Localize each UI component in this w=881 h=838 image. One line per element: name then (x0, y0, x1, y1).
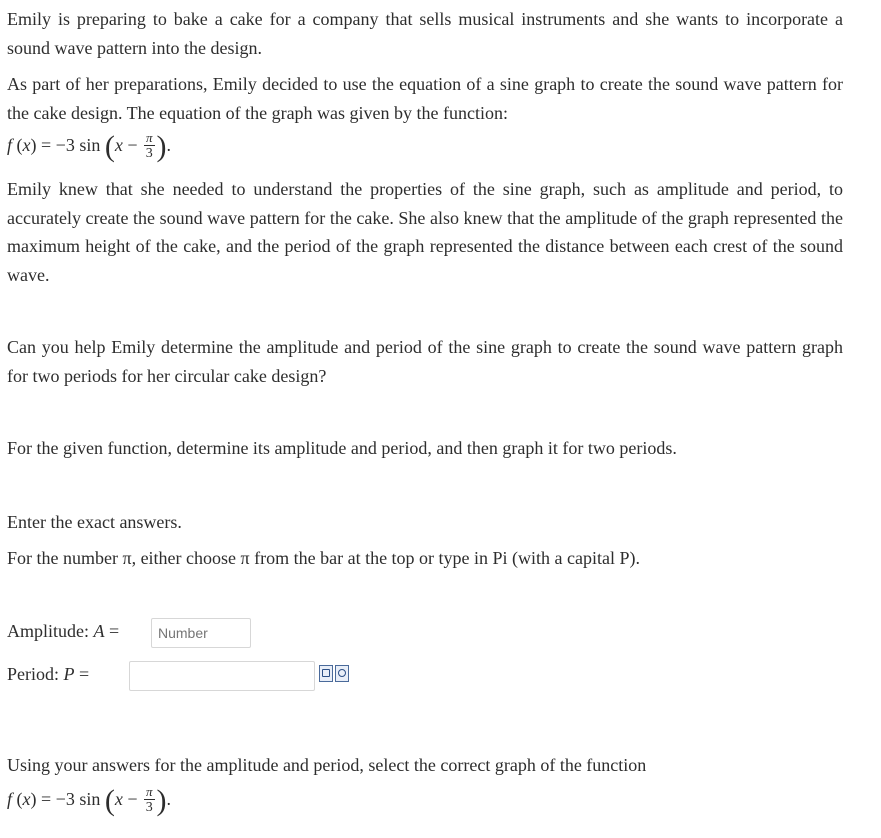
intro-paragraph-2: As part of her preparations, Emily decided to use the equation of a sine graph to create the sound wave pattern for the cake design. The equation of the graph was given by the function: (7, 74, 843, 123)
intro-paragraph-1: Emily is preparing to bake a cake for a company that sells musical instruments and she wants to incorporate a sound wave pattern into the design. (7, 9, 843, 58)
exact-answers-note: Enter the exact answers. (7, 512, 182, 532)
symbol-palette-icon[interactable] (335, 665, 349, 682)
pi-note: For the number π, either choose π from the bar at the top or type in Pi (with a capital P). (7, 548, 641, 568)
amplitude-label: Amplitude: A = (7, 621, 120, 641)
amplitude-input[interactable] (151, 618, 251, 648)
function-equation-repeat: f (x) = −3 sin (x − $\frac{\pi}{3}$ ). (7, 784, 172, 818)
math-toolbar (319, 665, 349, 682)
question-text: Can you help Emily determine the amplitude and period of the sine graph to create the sound wave pattern graph for two periods for her circular cake design? (7, 337, 843, 386)
graph-prompt: Using your answers for the amplitude and period, select the correct graph of the function (7, 755, 647, 775)
function-equation: f (x) = −3 sin (x − $\frac{\pi}{3}$ ). (7, 130, 172, 164)
intro-paragraph-3: Emily knew that she needed to understand the properties of the sine graph, such as amplitude and period, to accurately create the sound wave pattern for the cake. She also knew that the amplitude of the graph represented the maximum height of the cake, and the period of the graph represented the distance between each crest of the sound wave. (7, 179, 843, 285)
period-label: Period: P = (7, 664, 90, 684)
equation-editor-icon[interactable] (319, 665, 333, 682)
period-input[interactable] (129, 661, 315, 691)
instruction-text: For the given function, determine its amplitude and period, and then graph it for two periods. (7, 438, 677, 458)
